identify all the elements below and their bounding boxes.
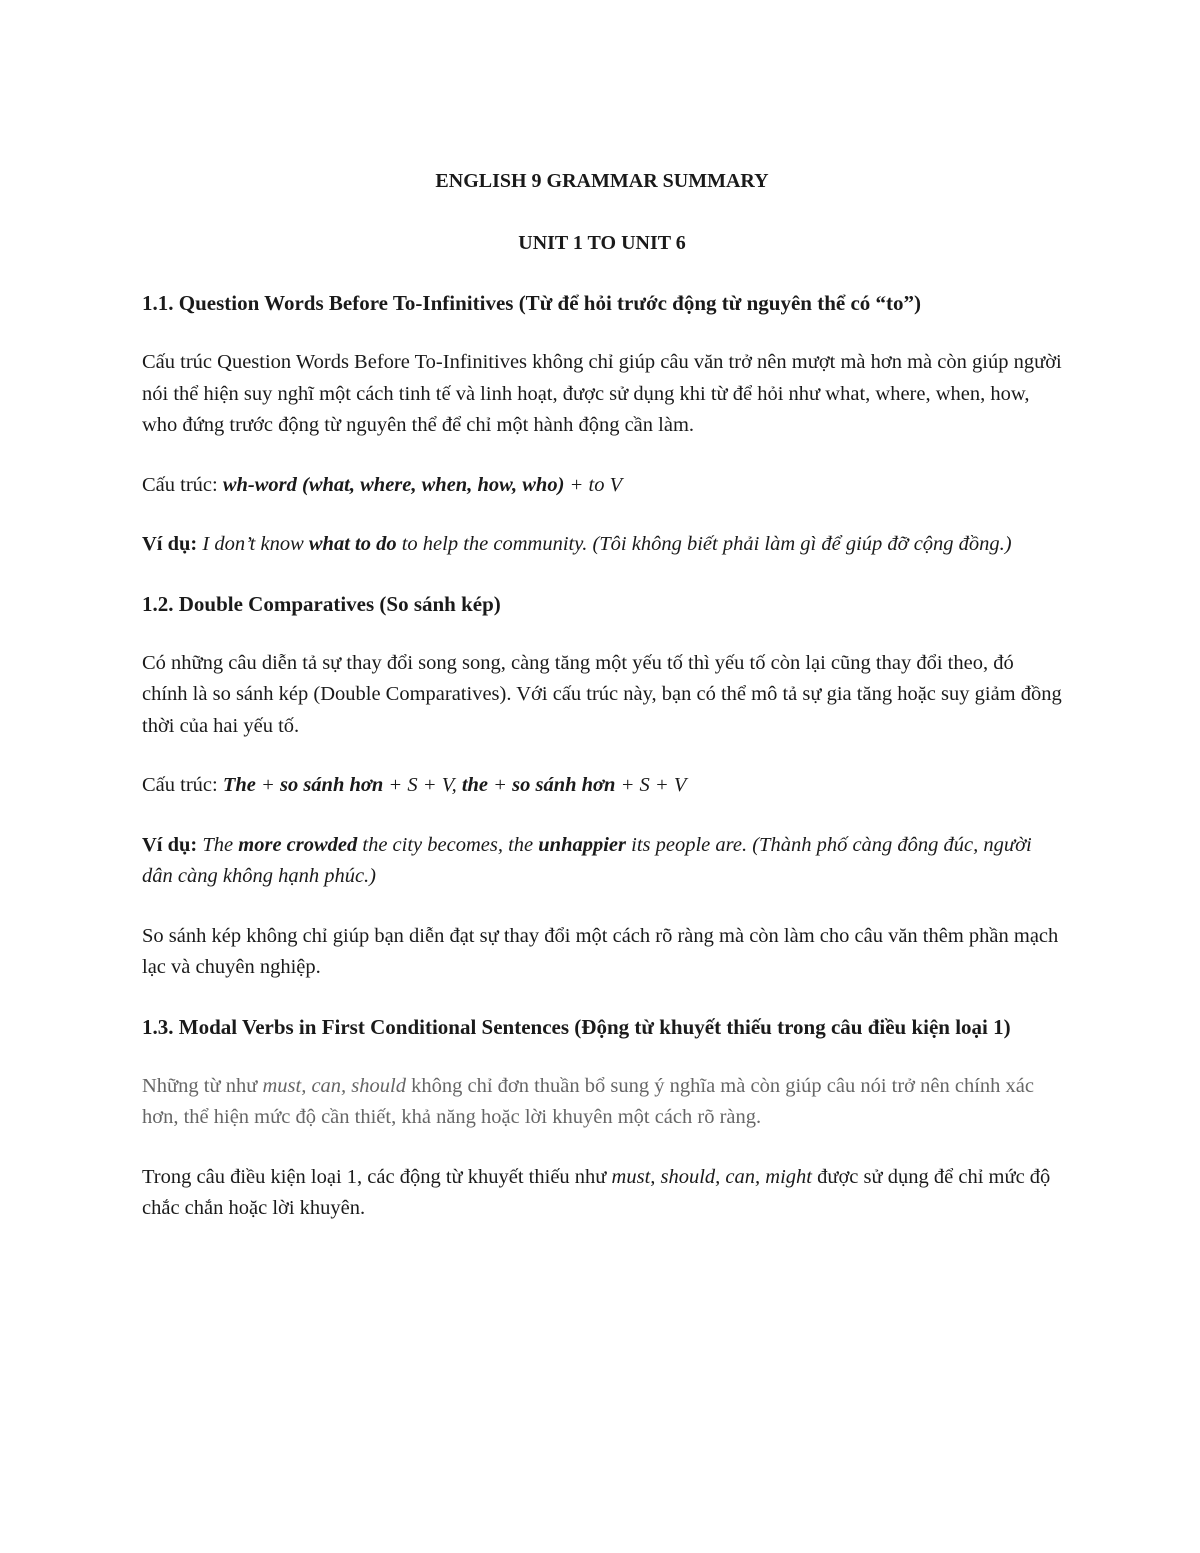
formula-part: + [255, 774, 280, 796]
example-highlight: more crowded [238, 833, 358, 856]
section-1-2-heading: 1.2. Double Comparatives (So sánh kép) [142, 591, 501, 616]
section-1-1-heading: 1.1. Question Words Before To-Infinitives (Từ để hỏi trước động từ nguyên thể có “to”) [142, 291, 922, 315]
example-text: the city becomes, the [357, 833, 539, 856]
example-label: Ví dụ: [142, 533, 198, 555]
section-1-2-summary: So sánh kép không chỉ giúp bạn diễn đạt sự thay đổi một cách rõ ràng mà còn làm cho câu văn thêm phần mạch lạc và chuyên nghiệp. [142, 924, 1059, 978]
document-body [142, 166, 1062, 1225]
example-label: Ví dụ: [142, 833, 198, 856]
formula-part: + [488, 774, 513, 796]
section-1-1-paragraph: Cấu trúc Question Words Before To-Infinitives không chỉ giúp câu văn trở nên mượt mà hơn mà còn giúp người nói thể hiện suy nghĩ một cách tinh tế và linh hoạt, được sử dụng khi từ để hỏi như what, where, when, how, who đứng trước động từ nguyên thể để chỉ một hành động cần làm. [142, 351, 1062, 436]
paragraph-text: được sử dụng để chỉ mức độ chắc chắn hoặc lời khuyên. [142, 1165, 1051, 1219]
structure-formula-tail: + to V [564, 473, 623, 496]
formula-part: + S + V, [383, 774, 462, 796]
example-text: its people are. (Thành phố càng đông đúc, người dân càng không hạnh phúc.) [142, 833, 1032, 887]
section-1-2-structure [142, 770, 1062, 802]
paragraph-text: Những từ như [142, 1074, 263, 1097]
formula-part: + S + V [615, 774, 687, 796]
structure-formula: wh-word (what, where, when, how, who) [222, 473, 565, 496]
paragraph-text: Trong câu điều kiện loại 1, các động từ khuyết thiếu như [142, 1165, 612, 1188]
formula-part: The [222, 774, 256, 796]
section-1-2-paragraph: Có những câu diễn tả sự thay đổi song song, càng tăng một yếu tố thì yếu tố còn lại cũng thay đổi theo, đó chính là so sánh kép (Double Comparatives). Với cấu trúc này, bạn có thể mô tả sự gia tăng hoặc suy giảm đồng thời của hai yếu tố. [142, 651, 1062, 737]
section-1-1-example [142, 529, 1062, 561]
example-text: I don’t know [197, 533, 309, 555]
document-title: ENGLISH 9 GRAMMAR SUMMARY [435, 170, 769, 192]
paragraph-text: không chỉ đơn thuần bổ sung ý nghĩa mà còn giúp câu nói trở nên chính xác hơn, thể hiện mức độ cần thiết, khả năng hoặc lời khuyên một cách rõ ràng. [142, 1074, 1034, 1128]
example-text-tail: to help the community. (Tôi không biết phải làm gì để giúp đỡ cộng đồng.) [396, 533, 1012, 555]
section-1-1-structure [142, 470, 1062, 502]
section-1-3-paragraph-1 [142, 1071, 1062, 1134]
section-1-2-example [142, 830, 1062, 893]
document-subtitle: UNIT 1 TO UNIT 6 [518, 232, 686, 254]
section-1-3-paragraph-2 [142, 1162, 1062, 1225]
formula-part: the [461, 774, 489, 796]
example-highlight: unhappier [538, 833, 627, 856]
example-highlight: what to do [308, 533, 397, 555]
modal-verbs: must, can, should [262, 1074, 406, 1097]
structure-label: Cấu trúc: [142, 473, 223, 496]
example-text: The [197, 833, 239, 856]
section-1-3-heading: 1.3. Modal Verbs in First Conditional Sentences (Động từ khuyết thiếu trong câu điều kiện loại 1) [142, 1014, 1011, 1039]
structure-label: Cấu trúc: [142, 774, 223, 796]
formula-part: so sánh hơn [279, 774, 384, 796]
modal-verbs: must, should, can, might [611, 1165, 812, 1188]
formula-part: so sánh hơn [512, 774, 616, 796]
